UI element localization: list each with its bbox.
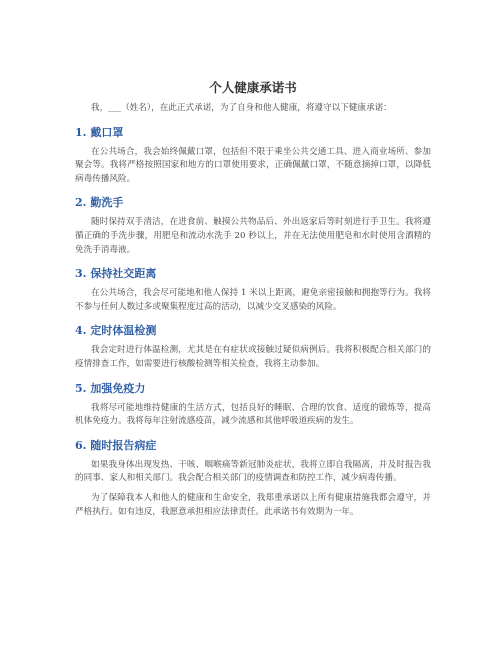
section-body: 我会定时进行体温检测，尤其是在有症状或接触过疑似病例后。我将积极配合相关部门的疫情排查工作，如需要进行核酸检测等相关检查，我将主动参加。: [75, 345, 431, 369]
section-body: 随时保持双手清洁，在进食前、触摸公共物品后、外出返家后等时刻进行手卫生。我将遵循正确的手洗步骤，用肥皂和流动水洗手 20 秒以上，并在无法使用肥皂和水时使用含酒精的免洗手消毒液。: [75, 217, 431, 255]
section-body: 在公共场合，我会始终佩戴口罩，包括但不限于乘坐公共交通工具、进入商业场所、参加聚会等。我将严格按照国家和地方的口罩使用要求，正确佩戴口罩，不随意摘掉口罩，以降低病毒传播风险。: [75, 146, 431, 184]
document-title: 个人健康承诺书: [209, 80, 297, 95]
section-heading: 2. 勤洗手: [75, 196, 124, 210]
section-heading: 4. 定时体温检测: [75, 324, 157, 338]
intro-paragraph: 我，___（姓名），在此正式承诺，为了自身和他人健康，将遵守以下健康承诺：: [91, 103, 392, 113]
section-heading: 3. 保持社交距离: [75, 267, 157, 281]
section-heading: 6. 随时报告病症: [75, 438, 157, 452]
section-body: 如果我身体出现发热、干咳、咽喉痛等新冠肺炎症状，我将立即自我隔离，并及时报告我的同事、家人和相关部门。我会配合相关部门的疫情调查和防控工作，减少病毒传播。: [75, 459, 431, 484]
section-heading: 5. 加强免疫力: [75, 381, 146, 395]
closing-paragraph: 为了保障我本人和他人的健康和生命安全，我郑重承诺以上所有健康措施我都会遵守，并严格执行。如有违反，我愿意承担相应法律责任。此承诺书有效期为一年。: [75, 492, 431, 517]
section-heading: 1. 戴口罩: [75, 125, 124, 139]
section-body: 我将尽可能地维持健康的生活方式，包括良好的睡眠、合理的饮食、适度的锻炼等，提高机体免疫力。我将每年注射流感疫苗，减少流感和其他呼吸道疾病的发生。: [75, 402, 431, 427]
document-content: [75, 78, 431, 519]
section-body: 在公共场合，我会尽可能地和他人保持 1 米以上距离，避免亲密接触和拥抱等行为。我将不参与任何人数过多或聚集程度过高的活动，以减少交叉感染的风险。: [75, 288, 431, 312]
